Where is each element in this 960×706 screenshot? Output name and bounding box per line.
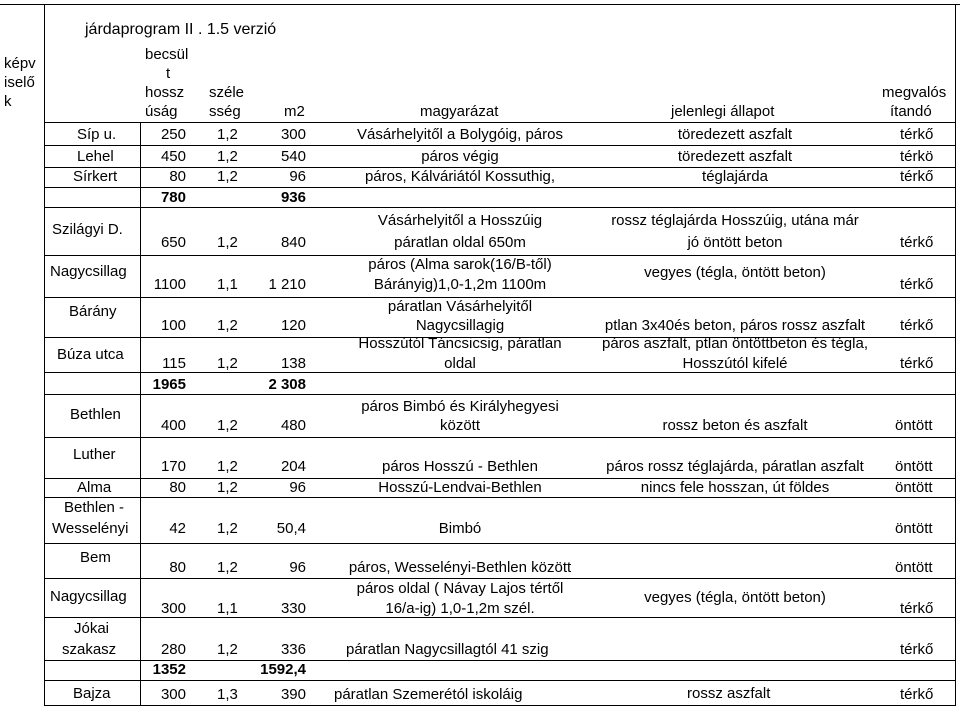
grid-line xyxy=(44,207,955,208)
length-cell: 42 xyxy=(169,520,186,537)
description-cell: Nagycsillagig xyxy=(415,317,505,334)
state-cell: vegyes (tégla, öntött beton) xyxy=(644,589,826,606)
state-cell: nincs fele hosszan, út földes xyxy=(640,479,830,496)
area-cell: 390 xyxy=(280,686,306,703)
header-becsult: t xyxy=(166,65,171,82)
state-cell: páros rossz téglajárda, páratlan aszfalt xyxy=(606,458,864,475)
length-cell: 115 xyxy=(162,355,186,372)
street-name: Nagycsillag xyxy=(50,588,127,605)
length-cell: 100 xyxy=(160,317,186,334)
width-cell: 1,3 xyxy=(217,686,238,703)
header-jelenlegi: jelenlegi állapot xyxy=(671,103,775,120)
header-megvalos: megvalós xyxy=(882,84,947,101)
action-cell: térkő xyxy=(900,126,934,143)
action-cell: térkő xyxy=(900,168,934,185)
grid-line xyxy=(44,145,955,146)
width-cell: 1,2 xyxy=(217,559,238,576)
street-name: Jókai xyxy=(74,620,110,637)
width-cell: 1,2 xyxy=(217,520,238,537)
description-cell: Vásárhelyitől a Hosszúig xyxy=(377,212,543,229)
action-cell: öntött xyxy=(895,479,933,496)
action-cell: térkő xyxy=(900,641,934,658)
grid-line xyxy=(44,4,45,706)
street-name: Bethlen - xyxy=(64,499,125,516)
area-cell: 300 xyxy=(280,126,306,143)
state-cell: jó öntött beton xyxy=(687,234,783,251)
description-cell: páratlan Szemerétól iskoláig xyxy=(334,686,523,703)
area-cell: 336 xyxy=(280,641,306,658)
header-magyarazat: magyarázat xyxy=(420,103,499,120)
grid-line xyxy=(44,187,955,188)
description-cell: Hosszútól Táncsicsig, páratlan xyxy=(358,335,562,352)
width-cell: 1,2 xyxy=(217,317,238,334)
area-cell: 50,4 xyxy=(276,520,306,537)
area-cell: 330 xyxy=(280,600,306,617)
length-cell: 1100 xyxy=(153,276,186,293)
grid-line xyxy=(44,394,955,395)
state-cell: vegyes (tégla, öntött beton) xyxy=(644,264,826,281)
area-cell: 96 xyxy=(289,168,306,185)
width-cell: 1,1 xyxy=(217,276,238,293)
length-cell: 250 xyxy=(160,126,186,143)
description-cell: Hosszú-Lendvai-Bethlen xyxy=(378,479,542,496)
header-becsult: hossz xyxy=(145,84,185,101)
description-cell: páratlan Nagycsillagtól 41 szig xyxy=(346,641,549,658)
action-cell: térkő xyxy=(900,355,934,372)
street-name: Síp u. xyxy=(77,126,117,143)
area-cell: 840 xyxy=(280,234,306,251)
street-name: Bárány xyxy=(69,303,117,320)
description-cell: Vásárhelyitől a Bolygóig, páros xyxy=(357,126,563,143)
sheet-title: járdaprogram II . 1.5 verzió xyxy=(85,21,277,38)
action-cell: öntött xyxy=(895,458,933,475)
width-cell: 1,2 xyxy=(217,148,238,165)
header-becsult: becsül xyxy=(145,46,189,63)
header-szele: sség xyxy=(209,103,241,120)
area-cell: 96 xyxy=(289,559,306,576)
subtotal-area: 2 308 xyxy=(268,376,306,393)
subtotal-length: 1352 xyxy=(152,661,186,678)
area-cell: 540 xyxy=(280,148,306,165)
action-cell: öntött xyxy=(895,520,933,537)
description-cell: Bárányig)1,0-1,2m 1100m xyxy=(373,276,547,293)
street-name: Sírkert xyxy=(73,168,118,185)
width-cell: 1,2 xyxy=(217,234,238,251)
description-cell: páros oldal ( Návay Lajos tértől xyxy=(356,580,564,597)
state-cell: Hosszútól kifelé xyxy=(682,355,788,372)
description-cell: páratlan Vásárhelyitől xyxy=(387,298,533,315)
state-cell: rossz téglajárda Hosszúig, utána már xyxy=(611,212,859,229)
grid-line xyxy=(0,4,960,5)
street-name: Búza utca xyxy=(57,346,124,363)
state-cell: ptlan 3x40és beton, páros rossz aszfalt xyxy=(604,317,866,334)
action-cell: térkő xyxy=(900,600,934,617)
length-cell: 300 xyxy=(160,686,186,703)
width-cell: 1,2 xyxy=(217,479,238,496)
action-cell: öntött xyxy=(895,559,933,576)
grid-line xyxy=(44,617,955,618)
area-cell: 1 210 xyxy=(268,276,306,293)
grid-line xyxy=(44,680,955,681)
subtotal-length: 780 xyxy=(160,189,186,206)
action-cell: térkő xyxy=(900,686,934,703)
state-cell: töredezett aszfalt xyxy=(677,148,793,165)
length-cell: 300 xyxy=(160,600,186,617)
width-cell: 1,2 xyxy=(217,126,238,143)
description-cell: páros végig xyxy=(421,148,499,165)
street-name: Bethlen xyxy=(70,406,121,423)
street-name: Bem xyxy=(80,549,111,566)
grid-line xyxy=(955,4,956,706)
length-cell: 80 xyxy=(169,559,186,576)
length-cell: 650 xyxy=(160,234,186,251)
state-cell: páros aszfalt, ptlan öntöttbeton és tégla, xyxy=(601,335,868,352)
grid-line xyxy=(44,497,955,498)
subtotal-area: 1592,4 xyxy=(260,661,306,678)
grid-line xyxy=(44,372,955,373)
width-cell: 1,1 xyxy=(217,600,238,617)
street-name: Luther xyxy=(73,446,116,463)
subtotal-area: 936 xyxy=(280,189,306,206)
length-cell: 80 xyxy=(169,479,186,496)
header-megvalos: ítandó xyxy=(890,103,932,120)
area-cell: 204 xyxy=(280,458,306,475)
state-cell: rossz aszfalt xyxy=(687,685,771,702)
street-name: Nagycsillag xyxy=(50,263,127,280)
width-cell: 1,2 xyxy=(217,168,238,185)
grid-line xyxy=(44,543,955,544)
action-cell: térkő xyxy=(900,234,934,251)
header-szele: széle xyxy=(209,84,245,101)
street-name: Alma xyxy=(77,479,112,496)
state-cell: rossz beton és aszfalt xyxy=(662,417,808,434)
street-name: Wesselényi xyxy=(52,520,129,537)
street-name: Lehel xyxy=(77,148,114,165)
header-kep: képv xyxy=(4,55,36,72)
description-cell: páros, Kálváriától Kossuthig, xyxy=(364,168,556,185)
subtotal-length: 1965 xyxy=(152,376,186,393)
state-cell: téglajárda xyxy=(702,168,768,185)
area-cell: 138 xyxy=(280,355,306,372)
description-cell: páros (Alma sarok(16/B-től) xyxy=(368,256,552,273)
width-cell: 1,2 xyxy=(217,458,238,475)
area-cell: 96 xyxy=(289,479,306,496)
header-m2: m2 xyxy=(284,103,305,120)
description-cell: páros, Wesselényi-Bethlen között xyxy=(348,559,572,576)
grid-line xyxy=(44,578,955,579)
length-cell: 170 xyxy=(160,458,186,475)
description-cell: Bimbó xyxy=(438,520,482,537)
description-cell: oldal xyxy=(444,355,476,372)
header-becsult: úság xyxy=(145,103,178,120)
header-kep: iselő xyxy=(4,74,35,91)
width-cell: 1,2 xyxy=(217,355,238,372)
description-cell: között xyxy=(439,417,481,434)
action-cell: térkö xyxy=(900,148,934,165)
grid-line xyxy=(44,122,955,123)
action-cell: öntött xyxy=(895,417,933,434)
street-name: Szilágyi D. xyxy=(52,221,123,238)
area-cell: 480 xyxy=(280,417,306,434)
description-cell: páros Hosszú - Bethlen xyxy=(382,458,538,475)
grid-line xyxy=(44,437,955,438)
street-name: szakasz xyxy=(62,641,117,658)
width-cell: 1,2 xyxy=(217,641,238,658)
header-kep: k xyxy=(4,93,12,110)
action-cell: térkő xyxy=(900,276,934,293)
area-cell: 120 xyxy=(280,317,306,334)
state-cell: töredezett aszfalt xyxy=(677,126,793,143)
description-cell: páros Bimbó és Királyhegyesi xyxy=(361,398,559,415)
street-name: Bajza xyxy=(73,685,111,702)
description-cell: 16/a-ig) 1,0-1,2m szél. xyxy=(385,600,535,617)
length-cell: 450 xyxy=(160,148,186,165)
length-cell: 400 xyxy=(160,417,186,434)
length-cell: 280 xyxy=(160,641,186,658)
width-cell: 1,2 xyxy=(217,417,238,434)
length-cell: 80 xyxy=(169,168,186,185)
grid-line xyxy=(140,122,141,706)
description-cell: páratlan oldal 650m xyxy=(394,234,526,251)
action-cell: térkő xyxy=(900,317,934,334)
